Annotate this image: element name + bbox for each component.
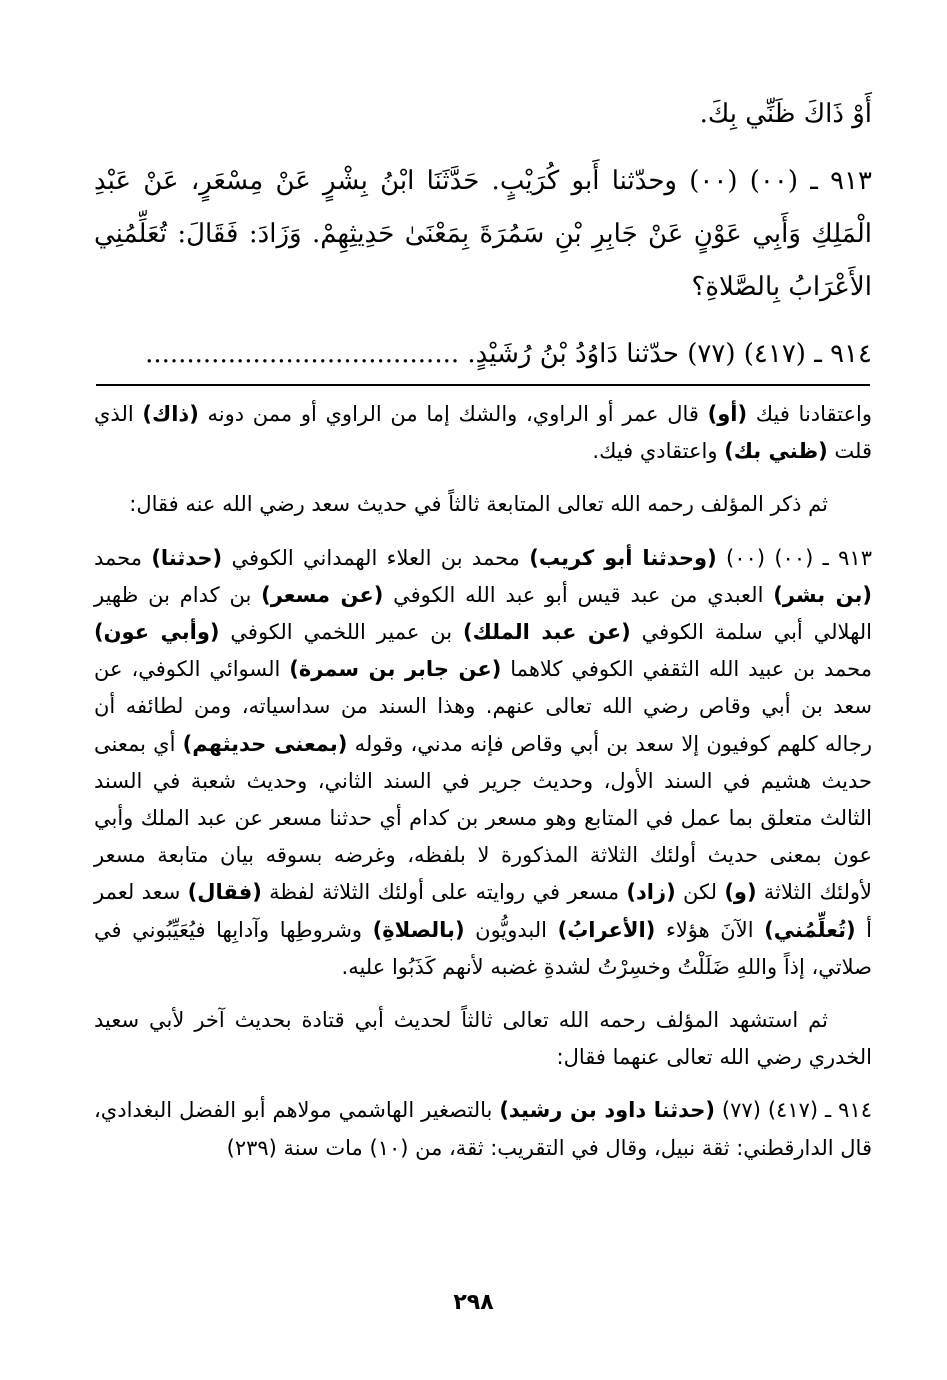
commentary-bold: (عن عبد الملك) <box>462 620 631 645</box>
commentary-bold: (الأعرابُ) <box>557 917 656 942</box>
commentary-bold: (حدثنا) <box>151 545 223 570</box>
hadith-914 <box>94 328 872 381</box>
commentary-text: أي بمعنى حديث هشيم في السند الأول، وحديث جرير في السند الثاني، وحديث شعبة في السند الثالث متعلق بما عمل في المتابع وهو مسعر بن كدام أي حدثنا مسعر عن عبد الملك وأبي عون بمعنى حديث أولئك الثلاثة المذكورة لا بلفظه، وغرضه بسوقه بيان متابعة مسعر لأولئك الثلاثة <box>94 731 872 905</box>
commentary-paragraph-2: ثم ذكر المؤلف رحمه الله تعالى المتابعة ثالثاً في حديث سعد رضي الله عنه فقال: <box>129 492 828 517</box>
commentary-bold: (بن بشر) <box>773 582 872 607</box>
commentary-text: محمد <box>94 545 152 570</box>
commentary-bold: (أو) <box>707 402 748 426</box>
commentary-bold: (تُعلِّمُني) <box>764 917 856 942</box>
commentary-bold: (ظني بك) <box>724 439 828 464</box>
commentary-text: سعد لعمر أ <box>94 880 872 942</box>
commentary-text: بالتصغير الهاشمي مولاهم أبو الفضل البغدادي، قال الدارقطني: ثقة نبيل، وقال في التقريب: ثقة، من (١٠) مات سنة (٢٣٩) <box>94 1098 872 1160</box>
commentary-text: بن عمير اللخمي الكوفي <box>219 620 463 645</box>
commentary-paragraph-4: ثم استشهد المؤلف رحمه الله تعالى ثالثاً لحديث أبي قتادة بحديث آخر لأبي سعيد الخدري رضي الله تعالى عنهما فقال: <box>94 1008 872 1070</box>
hadith-text-block <box>94 88 872 381</box>
hadith-914-text: ٩١٤ ـ (٤١٧) (٧٧) حدّثنا دَاوُدُ بْنُ رُشَيْدٍ. <box>467 339 872 369</box>
commentary-text: قال عمر أو الراوي، والشك إما من الراوي أو ممن دونه <box>198 402 708 426</box>
commentary-bold: (وحدثنا أبو كريب) <box>529 545 717 570</box>
commentary-text: واعتقادنا فيك <box>747 402 873 426</box>
commentary-text: ٩١٣ ـ (٠٠) (٠٠) <box>716 545 872 570</box>
commentary-text: العبدي من عبد قيس أبو عبد الله الكوفي <box>383 582 774 607</box>
commentary-block <box>94 396 872 1167</box>
commentary-paragraph-1 <box>94 396 872 470</box>
commentary-bold: (ذاك) <box>142 402 199 426</box>
commentary-bold: (عن جابر بن سمرة) <box>289 657 502 682</box>
commentary-text: لكن <box>675 880 725 905</box>
commentary-bold: (عن مسعر) <box>261 582 384 607</box>
commentary-bold: (و) <box>724 880 757 905</box>
commentary-bold: (زاد) <box>626 880 676 905</box>
page-number: ٢٩٨ <box>453 1290 494 1315</box>
commentary-text: محمد بن عبيد الله الثقفي الكوفي كلاهما <box>501 657 872 682</box>
commentary-text: ٩١٤ ـ (٤١٧) (٧٧) <box>714 1098 873 1123</box>
commentary-text: الذي قلت <box>94 402 872 464</box>
hadith-913: ٩١٣ ـ (٠٠) (٠٠) وحدّثنا أَبو كُرَيْبٍ. حَدَّثَنَا ابْنُ بِشْرٍ عَنْ مِسْعَرٍ، عَنْ عَبْدِ الْمَلِكِ وَأَبِي عَوْنٍ عَنْ جَابِرِ بْنِ سَمُرَةَ بِمَعْنَىٰ حَدِيثِهِمْ. وَزَادَ: فَقَالَ: تُعَلِّمُنِي الأَعْرَابُ بِالصَّلاةِ؟ <box>94 166 872 302</box>
commentary-text: وشروطِها وآدابِها فيُعَيِّبُوني في صلاتي، إذاً واللهِ ضَلَلْتُ وخسِرْتُ لشدةِ غضبه لأنهم كَذَبُوا عليه. <box>94 917 872 979</box>
footnote-divider <box>96 384 870 386</box>
commentary-bold: (فقال) <box>187 880 262 905</box>
commentary-text: بن كدام بن ظهير الهلالي أبي سلمة الكوفي <box>94 582 872 645</box>
commentary-paragraph-3 <box>94 540 872 986</box>
commentary-text: مسعر في روايته على أولئك الثلاثة لفظة <box>261 880 627 905</box>
commentary-bold: (وأبي عون) <box>94 620 220 645</box>
commentary-bold: (حدثنا داود بن رشيد) <box>499 1098 715 1123</box>
commentary-text: محمد بن العلاء الهمداني الكوفي <box>222 545 530 570</box>
hadith-914-ellipsis: ...................................... <box>145 339 460 369</box>
commentary-paragraph-5 <box>94 1092 872 1166</box>
commentary-bold: (بمعنى حديثهم) <box>182 731 348 756</box>
commentary-text: السوائي الكوفي، عن سعد بن أبي وقاص رضي الله تعالى عنهم. وهذا السند من سداسياته، ومن لطائفه أن رجاله كلهم كوفيون إلا سعد بن أبي وقاص فإنه مدني، وقوله <box>94 657 873 756</box>
commentary-text: الآنَ هؤلاء <box>655 917 765 942</box>
commentary-bold: (بالصلاةِ) <box>372 917 465 942</box>
main-line-1: أَوْ ذَاكَ ظَنِّي بِكَ. <box>699 99 872 129</box>
commentary-text: البدويُّون <box>464 917 558 942</box>
commentary-text: واعتقادي فيك. <box>592 439 725 464</box>
